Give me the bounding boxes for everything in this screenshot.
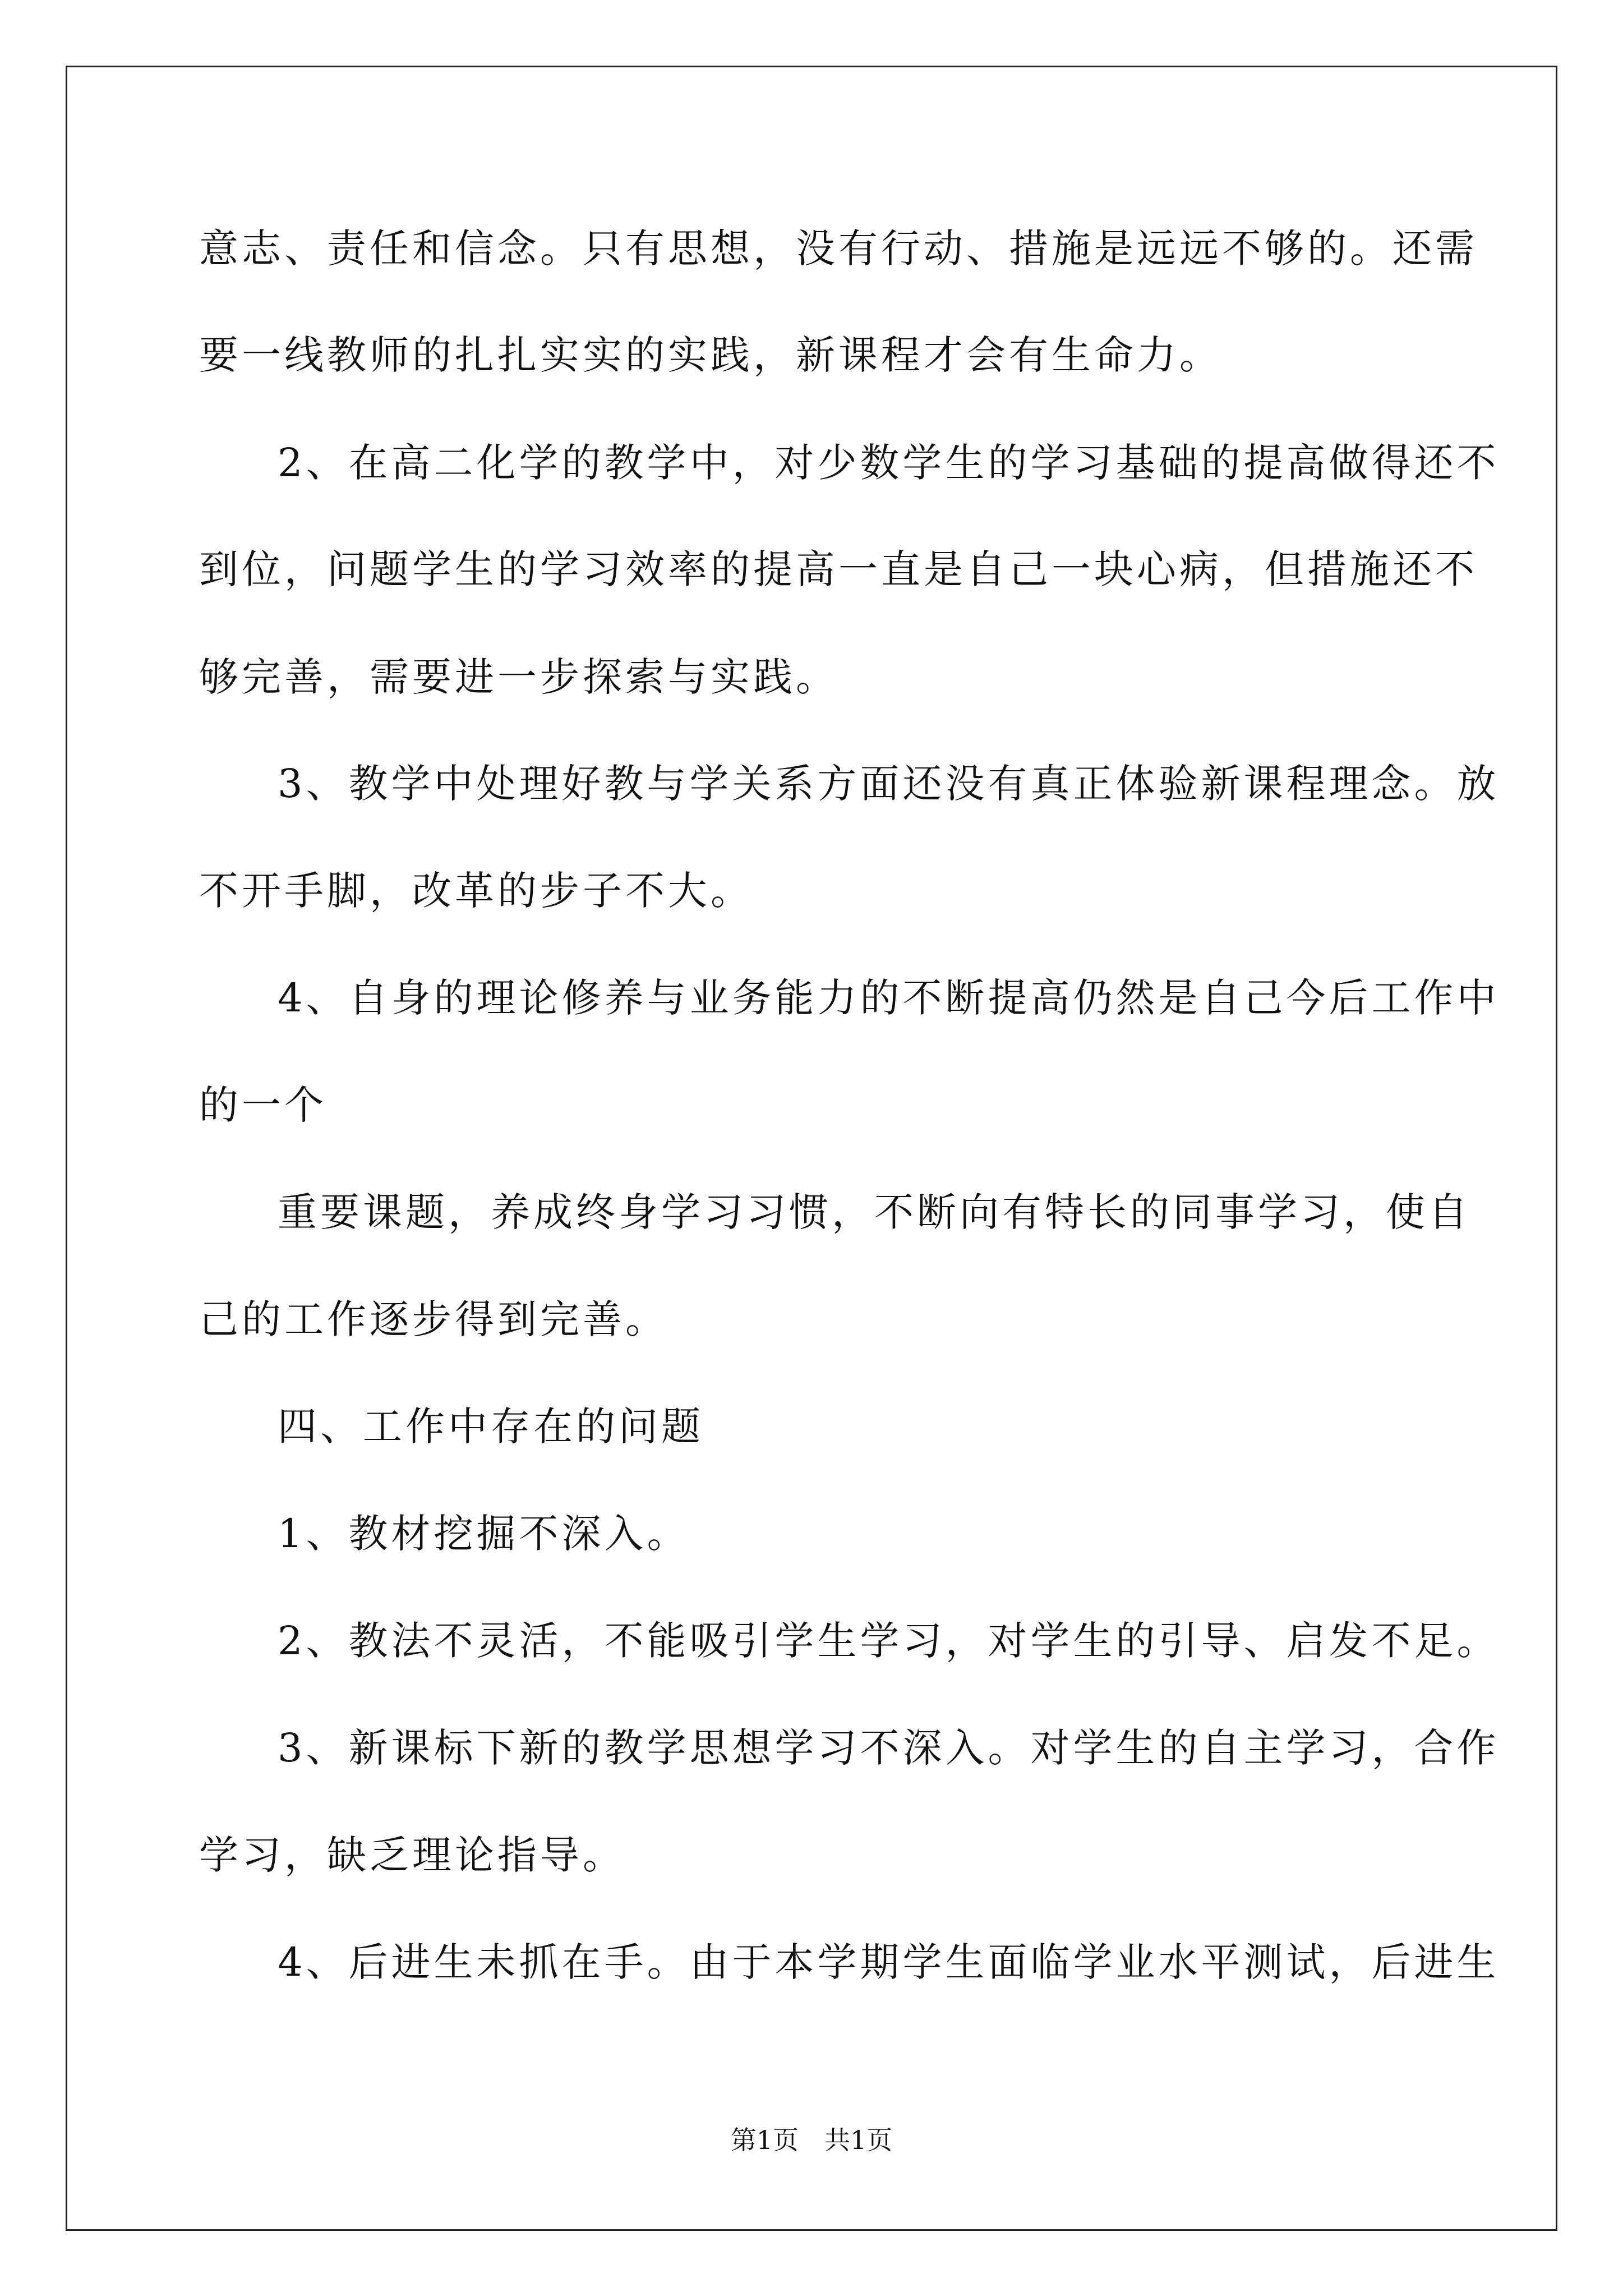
text-line: 的一个 — [199, 1082, 327, 1128]
page-border — [66, 66, 1557, 2231]
text-line: 4、自身的理论修养与业务能力的不断提高仍然是自己今后工作中 — [278, 975, 1500, 1021]
text-line: 重要课题，养成终身学习习惯，不断向有特长的同事学习，使自 — [278, 1189, 1471, 1235]
text-line: 意志、责任和信念。只有思想，没有行动、措施是远远不够的。还需 — [199, 226, 1478, 272]
text-line: 己的工作逐步得到完善。 — [199, 1296, 668, 1342]
text-line: 1、教材挖掘不深入。 — [278, 1511, 690, 1557]
text-line: 2、在高二化学的教学中，对少数学生的学习基础的提高做得还不 — [278, 440, 1500, 486]
text-line: 要一线教师的扎扎实实的实践，新课程才会有生命力。 — [199, 332, 1222, 378]
text-line: 4、后进生未抓在手。由于本学期学生面临学业水平测试，后进生 — [278, 1939, 1500, 1985]
text-line: 2、教法不灵活，不能吸引学生学习，对学生的引导、启发不足。 — [278, 1618, 1500, 1664]
text-line: 3、新课标下新的教学思想学习不深入。对学生的自主学习，合作 — [278, 1725, 1500, 1771]
text-line: 学习，缺乏理论指导。 — [199, 1832, 625, 1878]
text-line: 不开手脚，改革的步子不大。 — [199, 868, 753, 914]
page-number-footer: 第1页 共1页 — [730, 2125, 893, 2155]
text-line: 够完善，需要进一步探索与实践。 — [199, 654, 838, 700]
text-line: 到位，问题学生的学习效率的提高一直是自己一块心病，但措施还不 — [199, 546, 1478, 592]
section-heading: 四、工作中存在的问题 — [278, 1404, 704, 1450]
text-line: 3、教学中处理好教与学关系方面还没有真正体验新课程理念。放 — [278, 761, 1500, 807]
